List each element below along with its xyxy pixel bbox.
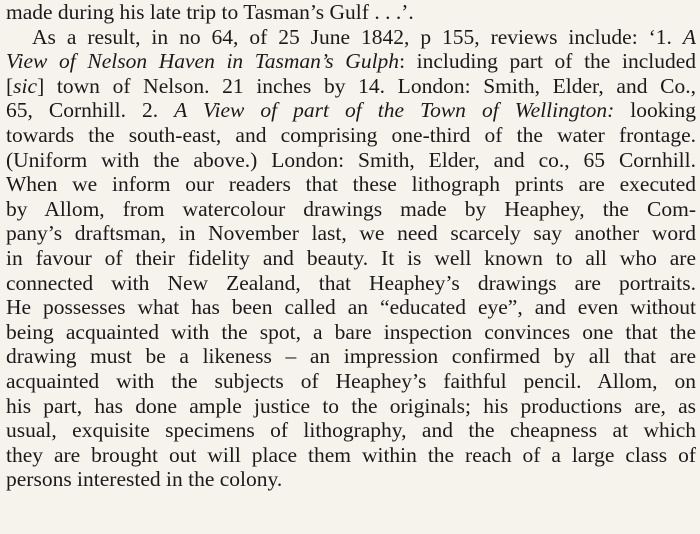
italic-text: A View of part of the Town of Wellington: xyxy=(174,98,615,123)
text-line xyxy=(6,0,696,25)
text-line xyxy=(6,344,696,369)
text-segment: his part, has done ample justice to the originals; his productions are, as xyxy=(6,393,696,418)
text-line xyxy=(6,246,696,271)
text-segment: He possesses what has been called an “educated eye”, and even without xyxy=(6,295,696,320)
text-line xyxy=(6,148,696,173)
text-segment: acquainted with the subjects of Heaphey’s faithful pencil. Allom, on xyxy=(6,368,696,393)
text-segment: drawing must be a likeness – an impression confirmed by all that are xyxy=(6,344,696,369)
text-segment: 65, Cornhill. 2. xyxy=(6,98,175,123)
text-segment: ] town of Nelson. 21 inches by 14. London: Smith, Elder, and Co., xyxy=(37,73,696,98)
italic-text: sic xyxy=(13,73,38,98)
text-segment: made during his late trip to Tasman’s Gulf . . .’. xyxy=(6,0,414,24)
text-segment: by Allom, from watercolour drawings made by Heaphey, the Com- xyxy=(6,196,696,221)
text-segment: When we inform our readers that these lithograph prints are executed xyxy=(6,172,696,197)
italic-text: A xyxy=(682,24,696,49)
text-segment: pany’s draftsman, in November last, we need scarcely say another word xyxy=(6,221,696,246)
text-line xyxy=(6,49,696,74)
text-line xyxy=(6,295,696,320)
text-line xyxy=(6,123,696,148)
text-segment: connected with New Zealand, that Heaphey’s drawings are portraits. xyxy=(6,270,696,295)
text-segment: towards the south-east, and comprising one-third of the water frontage. xyxy=(6,122,696,147)
text-segment: being acquainted with the spot, a bare inspection convinces one that the xyxy=(6,319,696,344)
text-line xyxy=(6,394,696,419)
text-segment: [ xyxy=(6,73,14,98)
text-line xyxy=(6,369,696,394)
text-segment: : including part of the included xyxy=(399,49,697,74)
text-line xyxy=(6,418,696,443)
text-line xyxy=(6,320,696,345)
text-line xyxy=(6,221,696,246)
text-segment: (Uniform with the above.) London: Smith, Elder, and co., 65 Cornhill. xyxy=(6,147,696,172)
italic-text: View of Nelson Haven in Tasman’s Gulph xyxy=(6,49,400,74)
text-segment: As a result, in no 64, of 25 June 1842, p 155, reviews include: ‘1. xyxy=(32,24,683,49)
body-text xyxy=(6,0,696,492)
text-line xyxy=(6,25,696,50)
text-line xyxy=(6,98,696,123)
text-segment: usual, exquisite specimens of lithography, and the cheapness at which xyxy=(6,418,696,443)
text-line xyxy=(6,74,696,99)
text-line xyxy=(6,172,696,197)
text-segment: they are brought out will place them within the reach of a large class of xyxy=(6,442,696,467)
text-segment: in favour of their fidelity and beauty. It is well known to all who are xyxy=(6,245,696,270)
text-line xyxy=(6,197,696,222)
text-segment: persons interested in the colony. xyxy=(6,467,283,492)
text-line xyxy=(6,467,696,492)
text-segment: looking xyxy=(614,98,697,123)
text-line xyxy=(6,271,696,296)
text-line xyxy=(6,443,696,468)
